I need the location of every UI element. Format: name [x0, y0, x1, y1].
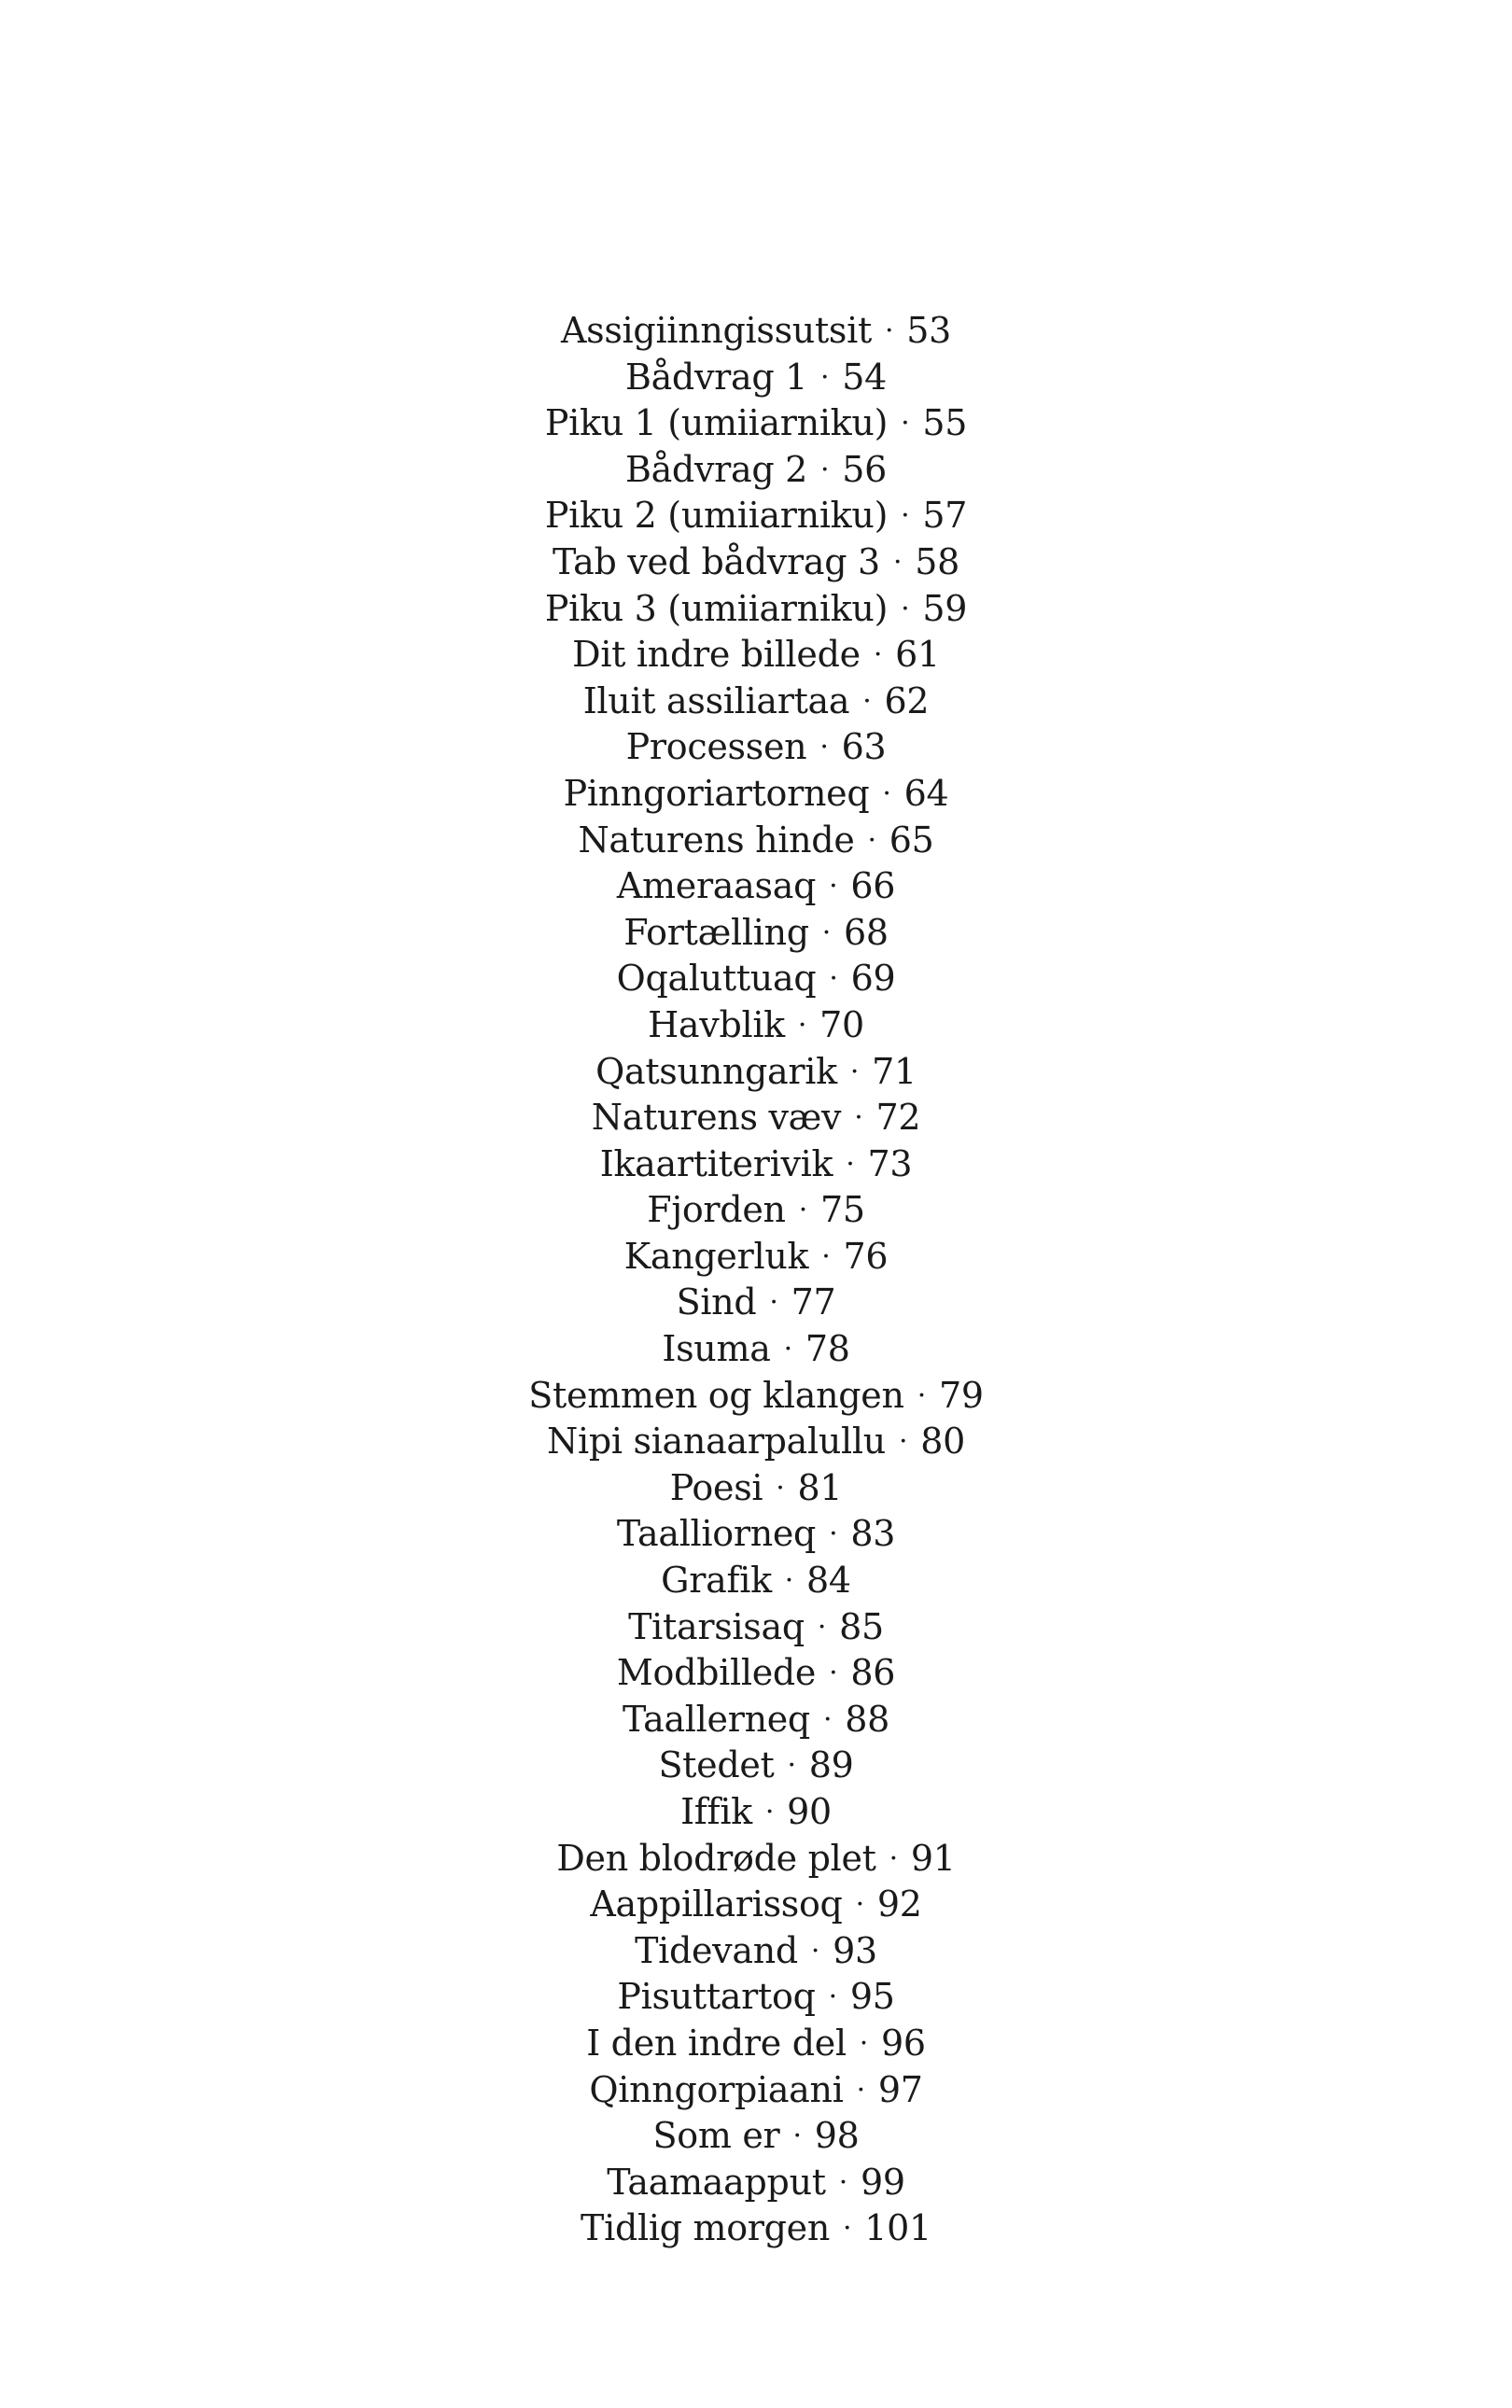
toc-separator-dot: ·: [917, 1379, 926, 1412]
toc-entry-page-number: 84: [806, 1560, 851, 1602]
toc-entry-page-number: 80: [920, 1421, 965, 1463]
toc-separator-dot: ·: [855, 1888, 864, 1922]
toc-entry-title: Taallerneq: [623, 1698, 810, 1740]
toc-separator-dot: ·: [856, 2073, 865, 2107]
toc-separator-dot: ·: [829, 1657, 838, 1690]
toc-entry: [0, 2067, 1512, 2114]
toc-entry-page-number: 66: [850, 865, 896, 907]
toc-entry: [0, 956, 1512, 1002]
toc-entry-page-number: 96: [881, 2022, 926, 2064]
toc-entry-title: Iffik: [680, 1791, 752, 1832]
toc-separator-dot: ·: [792, 2120, 802, 2153]
toc-entry-title: Iluit assiliartaa: [582, 679, 850, 721]
toc-entry-title: Pisuttartoq: [617, 1976, 816, 2018]
toc-entry-page-number: 81: [797, 1466, 843, 1508]
toc-entry-page-number: 92: [876, 1883, 922, 1925]
toc-entry-page-number: 91: [910, 1837, 956, 1879]
toc-entry-title: Fortælling: [623, 911, 809, 953]
toc-entry: [0, 308, 1512, 355]
toc-separator-dot: ·: [798, 1194, 807, 1227]
toc-entry-title: Piku 1 (umiiarniku): [544, 402, 889, 444]
toc-entry-title: Aappillarissoq: [590, 1883, 843, 1925]
toc-entry: [0, 1187, 1512, 1234]
toc-entry-title: Dit indre billede: [572, 634, 861, 676]
toc-separator-dot: ·: [787, 1749, 796, 1783]
toc-entry-title: Stedet: [658, 1744, 775, 1786]
toc-entry-title: Bådvrag 1: [624, 356, 808, 398]
toc-entry: [0, 1141, 1512, 1188]
toc-separator-dot: ·: [828, 1981, 837, 2014]
toc-separator-dot: ·: [764, 1796, 775, 1828]
toc-entry: [0, 355, 1512, 401]
toc-entry: [0, 586, 1512, 633]
toc-separator-dot: ·: [821, 1239, 831, 1273]
toc-entry-page-number: 55: [922, 402, 968, 444]
toc-entry-title: Piku 2 (umiiarniku): [544, 495, 889, 537]
toc-entry-title: Oqaluttuaq: [616, 958, 817, 1000]
toc-entry: [0, 1373, 1512, 1420]
toc-entry-title: Qinngorpiaani: [589, 2068, 844, 2110]
toc-separator-dot: ·: [892, 545, 903, 579]
toc-entry-title: Bådvrag 2: [624, 448, 808, 490]
toc-entry-page-number: 57: [922, 495, 968, 537]
toc-entry-title: Pinngoriartorneq: [563, 772, 870, 814]
toc-entry: [0, 632, 1512, 679]
toc-separator-dot: ·: [843, 2212, 852, 2246]
toc-entry-title: Kangerluk: [623, 1235, 809, 1277]
toc-entry-title: Qatsunngarik: [595, 1050, 837, 1092]
toc-entry-title: Piku 3 (umiiarniku): [544, 587, 889, 629]
toc-separator-dot: ·: [867, 823, 876, 857]
toc-entry-page-number: 65: [889, 819, 934, 861]
toc-separator-dot: ·: [810, 1934, 820, 1967]
toc-entry-page-number: 86: [850, 1652, 896, 1694]
toc-entry-page-number: 63: [841, 726, 887, 768]
toc-entry: [0, 818, 1512, 864]
toc-entry-page-number: 71: [872, 1050, 917, 1092]
toc-separator-dot: ·: [829, 870, 838, 903]
toc-entry-page-number: 64: [903, 772, 949, 814]
toc-entry-title: Sind: [676, 1281, 757, 1323]
toc-entry-title: Poesi: [669, 1466, 763, 1508]
toc-entry-title: Fjorden: [647, 1189, 786, 1231]
toc-entry-page-number: 98: [814, 2115, 860, 2157]
toc-entry-page-number: 83: [850, 1513, 896, 1555]
toc-entry: [0, 1558, 1512, 1604]
toc-separator-dot: ·: [819, 731, 829, 764]
toc-entry-page-number: 62: [884, 679, 930, 721]
toc-separator-dot: ·: [784, 1564, 794, 1598]
toc-entry-page-number: 58: [915, 540, 959, 582]
toc-entry: [0, 1836, 1512, 1883]
toc-entry-title: I den indre del: [586, 2022, 847, 2064]
toc-separator-dot: ·: [820, 453, 830, 486]
toc-entry: [0, 1743, 1512, 1789]
toc-entry-title: Den blodrøde plet: [556, 1837, 876, 1879]
toc-entry-title: Titarsisaq: [628, 1605, 805, 1647]
toc-entry: [0, 2021, 1512, 2067]
toc-entry: [0, 2205, 1512, 2252]
toc-entry-page-number: 93: [833, 1929, 877, 1971]
toc-entry: [0, 771, 1512, 818]
toc-entry-page-number: 61: [895, 634, 940, 676]
toc-entry-title: Nipi sianaarpalullu: [547, 1421, 886, 1463]
toc-separator-dot: ·: [776, 1471, 785, 1505]
toc-separator-dot: ·: [838, 2165, 847, 2199]
toc-separator-dot: ·: [901, 407, 910, 441]
toc-entry-title: Grafik: [661, 1560, 772, 1602]
toc-separator-dot: ·: [901, 499, 910, 533]
toc-entry-title: Ikaartiterivik: [599, 1142, 833, 1184]
toc-separator-dot: ·: [817, 1610, 827, 1644]
toc-separator-dot: ·: [859, 2026, 869, 2060]
toc-entry: [0, 447, 1512, 494]
toc-entry-title: Som er: [652, 2115, 780, 2157]
toc-entry-page-number: 68: [844, 911, 889, 953]
toc-entry: [0, 1326, 1512, 1373]
toc-entry-page-number: 97: [877, 2068, 923, 2110]
toc-entry-page-number: 78: [805, 1328, 850, 1370]
toc-entry: [0, 1650, 1512, 1697]
toc-entry-page-number: 88: [845, 1698, 889, 1740]
toc-entry-page-number: 69: [850, 958, 896, 1000]
toc-entry: [0, 1002, 1512, 1049]
toc-separator-dot: ·: [889, 1841, 898, 1875]
toc-entry-page-number: 76: [843, 1235, 889, 1277]
toc-entry: [0, 1974, 1512, 2021]
toc-entry-title: Stemmen og klangen: [528, 1374, 904, 1416]
toc-separator-dot: ·: [882, 777, 891, 810]
toc-separator-dot: ·: [898, 1425, 908, 1459]
toc-entry-page-number: 59: [922, 587, 968, 629]
toc-entry-page-number: 85: [839, 1605, 884, 1647]
toc-entry-title: Taamaapput: [607, 2161, 826, 2203]
toc-separator-dot: ·: [829, 1518, 838, 1551]
toc-entry: [0, 1511, 1512, 1558]
toc-separator-dot: ·: [783, 1333, 792, 1366]
toc-entry-title: Taalliorneq: [616, 1513, 817, 1555]
toc-entry-page-number: 99: [860, 2161, 905, 2203]
toc-entry: [0, 1882, 1512, 1928]
toc-separator-dot: ·: [846, 1147, 855, 1181]
toc-entry: [0, 1697, 1512, 1743]
toc-entry: [0, 1465, 1512, 1512]
toc-separator-dot: ·: [769, 1286, 778, 1320]
toc-entry-title: Tidlig morgen: [581, 2207, 831, 2249]
toc-entry: [0, 2160, 1512, 2206]
toc-entry-title: Assigiinngissutsit: [561, 310, 872, 351]
toc-entry-page-number: 70: [819, 1003, 864, 1045]
toc-entry: [0, 1604, 1512, 1651]
toc-separator-dot: ·: [829, 962, 838, 996]
toc-entry-title: Naturens væv: [591, 1097, 842, 1139]
toc-entry: [0, 863, 1512, 910]
toc-separator-dot: ·: [862, 684, 872, 718]
toc-separator-dot: ·: [873, 638, 883, 672]
toc-separator-dot: ·: [901, 592, 910, 625]
toc-entry-page-number: 54: [842, 356, 888, 398]
toc-separator-dot: ·: [820, 360, 830, 394]
toc-entry-page-number: 77: [791, 1281, 836, 1323]
toc-entry: [0, 493, 1512, 539]
toc-separator-dot: ·: [849, 1055, 860, 1088]
toc-entry-page-number: 79: [938, 1374, 984, 1416]
toc-entry-page-number: 101: [864, 2207, 931, 2249]
toc-entry: [0, 679, 1512, 725]
toc-entry: [0, 1789, 1512, 1836]
toc-entry-title: Naturens hinde: [578, 819, 855, 861]
toc-entry-page-number: 53: [906, 310, 951, 351]
toc-entry: [0, 1928, 1512, 1975]
toc-separator-dot: ·: [884, 315, 894, 347]
toc-separator-dot: ·: [854, 1101, 863, 1135]
toc-entry: [0, 910, 1512, 957]
toc-entry-title: Modbillede: [616, 1652, 817, 1694]
toc-entry: [0, 1049, 1512, 1096]
toc-entry-page-number: 72: [875, 1097, 921, 1139]
toc-entry: [0, 1419, 1512, 1465]
toc-entry: [0, 1280, 1512, 1326]
toc-entry-title: Isuma: [662, 1328, 771, 1370]
toc-entry-page-number: 89: [808, 1744, 854, 1786]
toc-entry-page-number: 95: [849, 1976, 895, 2018]
toc-entry-page-number: 90: [787, 1791, 832, 1832]
toc-separator-dot: ·: [797, 1008, 807, 1042]
toc-entry-title: Processen: [625, 726, 807, 768]
toc-entry-title: Tidevand: [635, 1929, 798, 1971]
toc-entry-title: Tab ved bådvrag 3: [553, 540, 880, 582]
toc-entry: [0, 1095, 1512, 1141]
toc-entry: [0, 724, 1512, 771]
table-of-contents: [0, 308, 1512, 2252]
toc-separator-dot: ·: [822, 1702, 833, 1736]
toc-entry-title: Ameraasaq: [616, 865, 817, 907]
toc-entry: [0, 1234, 1512, 1281]
toc-entry: [0, 2113, 1512, 2160]
toc-entry: [0, 400, 1512, 447]
toc-separator-dot: ·: [821, 916, 832, 949]
toc-entry-page-number: 75: [819, 1189, 865, 1231]
toc-entry-page-number: 73: [867, 1142, 913, 1184]
toc-entry: [0, 539, 1512, 586]
toc-entry-page-number: 56: [842, 448, 888, 490]
toc-entry-title: Havblik: [648, 1003, 785, 1045]
